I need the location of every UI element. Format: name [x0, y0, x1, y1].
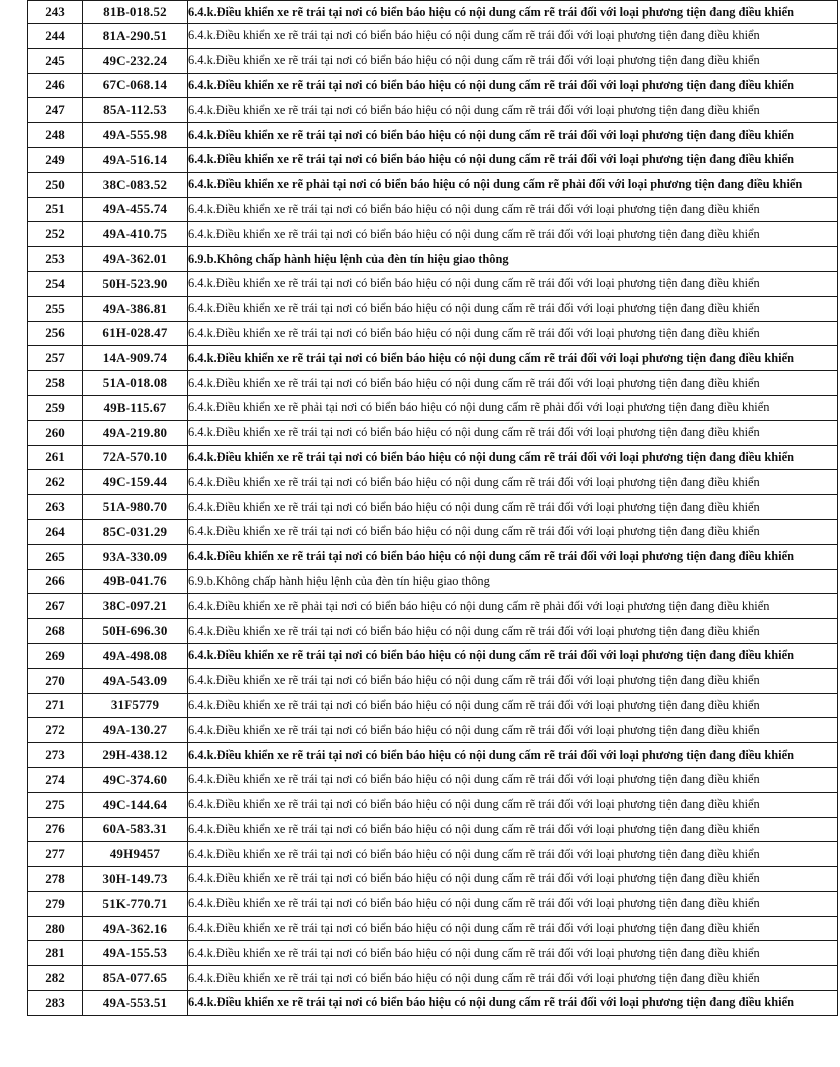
license-plate-cell: 61H-028.47 [83, 321, 188, 346]
violation-description-cell: 6.4.k.Điều khiển xe rẽ trái tại nơi có biển báo hiệu có nội dung cấm rẽ trái đối với loại phương tiện đang điều khiển [188, 693, 838, 718]
violation-description-cell: 6.4.k.Điều khiển xe rẽ trái tại nơi có biển báo hiệu có nội dung cấm rẽ trái đối với loại phương tiện đang điều khiển [188, 48, 838, 73]
license-plate-cell: 93A-330.09 [83, 544, 188, 569]
violation-description-cell: 6.4.k.Điều khiển xe rẽ trái tại nơi có biển báo hiệu có nội dung cấm rẽ trái đối với loại phương tiện đang điều khiển [188, 470, 838, 495]
row-number-cell: 255 [28, 296, 83, 321]
violation-description-cell: 6.4.k.Điều khiển xe rẽ trái tại nơi có biển báo hiệu có nội dung cấm rẽ trái đối với loại phương tiện đang điều khiển [188, 916, 838, 941]
table-row [28, 619, 838, 644]
license-plate-cell: 49B-041.76 [83, 569, 188, 594]
violation-description-cell: 6.4.k.Điều khiển xe rẽ trái tại nơi có biển báo hiệu có nội dung cấm rẽ trái đối với loại phương tiện đang điều khiển [188, 643, 838, 668]
license-plate-cell: 49C-374.60 [83, 767, 188, 792]
table-row [28, 73, 838, 98]
violation-description-cell: 6.4.k.Điều khiển xe rẽ trái tại nơi có biển báo hiệu có nội dung cấm rẽ trái đối với loại phương tiện đang điều khiển [188, 619, 838, 644]
row-number-cell: 282 [28, 966, 83, 991]
violation-description-cell: 6.4.k.Điều khiển xe rẽ trái tại nơi có biển báo hiệu có nội dung cấm rẽ trái đối với loại phương tiện đang điều khiển [188, 123, 838, 148]
license-plate-cell: 49C-159.44 [83, 470, 188, 495]
table-row [28, 867, 838, 892]
violation-description-cell: 6.4.k.Điều khiển xe rẽ trái tại nơi có biển báo hiệu có nội dung cấm rẽ trái đối với loại phương tiện đang điều khiển [188, 743, 838, 768]
table-row [28, 222, 838, 247]
table-row [28, 842, 838, 867]
table-row [28, 197, 838, 222]
license-plate-cell: 31F5779 [83, 693, 188, 718]
table-row [28, 817, 838, 842]
violation-description-cell: 6.9.b.Không chấp hành hiệu lệnh của đèn tín hiệu giao thông [188, 247, 838, 272]
violation-description-cell: 6.9.b.Không chấp hành hiệu lệnh của đèn tín hiệu giao thông [188, 569, 838, 594]
violation-description-cell: 6.4.k.Điều khiển xe rẽ trái tại nơi có biển báo hiệu có nội dung cấm rẽ trái đối với loại phương tiện đang điều khiển [188, 842, 838, 867]
license-plate-cell: 49A-362.01 [83, 247, 188, 272]
violation-description-cell: 6.4.k.Điều khiển xe rẽ trái tại nơi có biển báo hiệu có nội dung cấm rẽ trái đối với loại phương tiện đang điều khiển [188, 544, 838, 569]
table-row [28, 916, 838, 941]
table-row [28, 296, 838, 321]
violation-description-cell: 6.4.k.Điều khiển xe rẽ trái tại nơi có biển báo hiệu có nội dung cấm rẽ trái đối với loại phương tiện đang điều khiển [188, 668, 838, 693]
row-number-cell: 267 [28, 594, 83, 619]
license-plate-cell: 72A-570.10 [83, 445, 188, 470]
table-row [28, 693, 838, 718]
license-plate-cell: 49A-130.27 [83, 718, 188, 743]
table-row [28, 247, 838, 272]
row-number-cell: 251 [28, 197, 83, 222]
table-row [28, 594, 838, 619]
row-number-cell: 271 [28, 693, 83, 718]
table-row [28, 371, 838, 396]
violation-description-cell: 6.4.k.Điều khiển xe rẽ phải tại nơi có biển báo hiệu có nội dung cấm rẽ phải đối với loại phương tiện đang điều khiển [188, 395, 838, 420]
violation-description-cell: 6.4.k.Điều khiển xe rẽ trái tại nơi có biển báo hiệu có nội dung cấm rẽ trái đối với loại phương tiện đang điều khiển [188, 495, 838, 520]
violation-description-cell: 6.4.k.Điều khiển xe rẽ phải tại nơi có biển báo hiệu có nội dung cấm rẽ phải đối với loại phương tiện đang điều khiển [188, 172, 838, 197]
license-plate-cell: 50H-523.90 [83, 271, 188, 296]
row-number-cell: 250 [28, 172, 83, 197]
violation-description-cell: 6.4.k.Điều khiển xe rẽ trái tại nơi có biển báo hiệu có nội dung cấm rẽ trái đối với loại phương tiện đang điều khiển [188, 817, 838, 842]
violation-description-cell: 6.4.k.Điều khiển xe rẽ trái tại nơi có biển báo hiệu có nội dung cấm rẽ trái đối với loại phương tiện đang điều khiển [188, 321, 838, 346]
license-plate-cell: 49H9457 [83, 842, 188, 867]
license-plate-cell: 38C-083.52 [83, 172, 188, 197]
table-row [28, 569, 838, 594]
table-row [28, 470, 838, 495]
table-row [28, 966, 838, 991]
row-number-cell: 245 [28, 48, 83, 73]
table-row [28, 544, 838, 569]
row-number-cell: 257 [28, 346, 83, 371]
table-row [28, 668, 838, 693]
table-row [28, 941, 838, 966]
license-plate-cell: 49B-115.67 [83, 395, 188, 420]
row-number-cell: 260 [28, 420, 83, 445]
violation-description-cell: 6.4.k.Điều khiển xe rẽ trái tại nơi có biển báo hiệu có nội dung cấm rẽ trái đối với loại phương tiện đang điều khiển [188, 197, 838, 222]
row-number-cell: 264 [28, 519, 83, 544]
license-plate-cell: 81B-018.52 [83, 1, 188, 24]
license-plate-cell: 85C-031.29 [83, 519, 188, 544]
license-plate-cell: 49A-362.16 [83, 916, 188, 941]
license-plate-cell: 38C-097.21 [83, 594, 188, 619]
document-page [27, 0, 837, 1016]
license-plate-cell: 81A-290.51 [83, 24, 188, 49]
license-plate-cell: 85A-077.65 [83, 966, 188, 991]
license-plate-cell: 14A-909.74 [83, 346, 188, 371]
license-plate-cell: 49A-553.51 [83, 991, 188, 1016]
license-plate-cell: 51A-980.70 [83, 495, 188, 520]
table-row [28, 643, 838, 668]
table-row [28, 1, 838, 24]
row-number-cell: 275 [28, 792, 83, 817]
row-number-cell: 272 [28, 718, 83, 743]
table-row [28, 420, 838, 445]
license-plate-cell: 60A-583.31 [83, 817, 188, 842]
violation-description-cell: 6.4.k.Điều khiển xe rẽ trái tại nơi có biển báo hiệu có nội dung cấm rẽ trái đối với loại phương tiện đang điều khiển [188, 867, 838, 892]
row-number-cell: 276 [28, 817, 83, 842]
violation-description-cell: 6.4.k.Điều khiển xe rẽ trái tại nơi có biển báo hiệu có nội dung cấm rẽ trái đối với loại phương tiện đang điều khiển [188, 296, 838, 321]
row-number-cell: 265 [28, 544, 83, 569]
row-number-cell: 273 [28, 743, 83, 768]
table-row [28, 495, 838, 520]
license-plate-cell: 49A-498.08 [83, 643, 188, 668]
violations-table [27, 0, 838, 1016]
license-plate-cell: 49A-555.98 [83, 123, 188, 148]
table-row [28, 24, 838, 49]
table-row [28, 346, 838, 371]
license-plate-cell: 49A-386.81 [83, 296, 188, 321]
table-row [28, 891, 838, 916]
row-number-cell: 277 [28, 842, 83, 867]
license-plate-cell: 49A-155.53 [83, 941, 188, 966]
table-row [28, 321, 838, 346]
license-plate-cell: 85A-112.53 [83, 98, 188, 123]
license-plate-cell: 50H-696.30 [83, 619, 188, 644]
table-row [28, 519, 838, 544]
violation-description-cell: 6.4.k.Điều khiển xe rẽ trái tại nơi có biển báo hiệu có nội dung cấm rẽ trái đối với loại phương tiện đang điều khiển [188, 966, 838, 991]
row-number-cell: 280 [28, 916, 83, 941]
violations-table-body [28, 1, 838, 1016]
row-number-cell: 256 [28, 321, 83, 346]
violation-description-cell: 6.4.k.Điều khiển xe rẽ trái tại nơi có biển báo hiệu có nội dung cấm rẽ trái đối với loại phương tiện đang điều khiển [188, 445, 838, 470]
license-plate-cell: 67C-068.14 [83, 73, 188, 98]
violation-description-cell: 6.4.k.Điều khiển xe rẽ trái tại nơi có biển báo hiệu có nội dung cấm rẽ trái đối với loại phương tiện đang điều khiển [188, 371, 838, 396]
row-number-cell: 258 [28, 371, 83, 396]
table-row [28, 767, 838, 792]
violation-description-cell: 6.4.k.Điều khiển xe rẽ trái tại nơi có biển báo hiệu có nội dung cấm rẽ trái đối với loại phương tiện đang điều khiển [188, 941, 838, 966]
row-number-cell: 263 [28, 495, 83, 520]
license-plate-cell: 49A-516.14 [83, 147, 188, 172]
violation-description-cell: 6.4.k.Điều khiển xe rẽ trái tại nơi có biển báo hiệu có nội dung cấm rẽ trái đối với loại phương tiện đang điều khiển [188, 1, 838, 24]
table-row [28, 445, 838, 470]
violation-description-cell: 6.4.k.Điều khiển xe rẽ phải tại nơi có biển báo hiệu có nội dung cấm rẽ phải đối với loại phương tiện đang điều khiển [188, 594, 838, 619]
row-number-cell: 281 [28, 941, 83, 966]
row-number-cell: 278 [28, 867, 83, 892]
row-number-cell: 274 [28, 767, 83, 792]
violation-description-cell: 6.4.k.Điều khiển xe rẽ trái tại nơi có biển báo hiệu có nội dung cấm rẽ trái đối với loại phương tiện đang điều khiển [188, 991, 838, 1016]
row-number-cell: 246 [28, 73, 83, 98]
row-number-cell: 269 [28, 643, 83, 668]
license-plate-cell: 49C-144.64 [83, 792, 188, 817]
violation-description-cell: 6.4.k.Điều khiển xe rẽ trái tại nơi có biển báo hiệu có nội dung cấm rẽ trái đối với loại phương tiện đang điều khiển [188, 346, 838, 371]
row-number-cell: 248 [28, 123, 83, 148]
license-plate-cell: 29H-438.12 [83, 743, 188, 768]
table-row [28, 123, 838, 148]
row-number-cell: 253 [28, 247, 83, 272]
license-plate-cell: 49A-543.09 [83, 668, 188, 693]
violation-description-cell: 6.4.k.Điều khiển xe rẽ trái tại nơi có biển báo hiệu có nội dung cấm rẽ trái đối với loại phương tiện đang điều khiển [188, 767, 838, 792]
table-row [28, 172, 838, 197]
table-row [28, 271, 838, 296]
table-row [28, 991, 838, 1016]
table-row [28, 718, 838, 743]
table-row [28, 743, 838, 768]
violation-description-cell: 6.4.k.Điều khiển xe rẽ trái tại nơi có biển báo hiệu có nội dung cấm rẽ trái đối với loại phương tiện đang điều khiển [188, 98, 838, 123]
license-plate-cell: 51A-018.08 [83, 371, 188, 396]
table-row [28, 792, 838, 817]
row-number-cell: 262 [28, 470, 83, 495]
violation-description-cell: 6.4.k.Điều khiển xe rẽ trái tại nơi có biển báo hiệu có nội dung cấm rẽ trái đối với loại phương tiện đang điều khiển [188, 792, 838, 817]
license-plate-cell: 49A-455.74 [83, 197, 188, 222]
row-number-cell: 259 [28, 395, 83, 420]
row-number-cell: 247 [28, 98, 83, 123]
table-row [28, 48, 838, 73]
row-number-cell: 249 [28, 147, 83, 172]
license-plate-cell: 49A-219.80 [83, 420, 188, 445]
row-number-cell: 279 [28, 891, 83, 916]
row-number-cell: 254 [28, 271, 83, 296]
violation-description-cell: 6.4.k.Điều khiển xe rẽ trái tại nơi có biển báo hiệu có nội dung cấm rẽ trái đối với loại phương tiện đang điều khiển [188, 519, 838, 544]
table-row [28, 147, 838, 172]
violation-description-cell: 6.4.k.Điều khiển xe rẽ trái tại nơi có biển báo hiệu có nội dung cấm rẽ trái đối với loại phương tiện đang điều khiển [188, 891, 838, 916]
license-plate-cell: 30H-149.73 [83, 867, 188, 892]
license-plate-cell: 51K-770.71 [83, 891, 188, 916]
table-row [28, 98, 838, 123]
row-number-cell: 268 [28, 619, 83, 644]
license-plate-cell: 49C-232.24 [83, 48, 188, 73]
row-number-cell: 244 [28, 24, 83, 49]
license-plate-cell: 49A-410.75 [83, 222, 188, 247]
violation-description-cell: 6.4.k.Điều khiển xe rẽ trái tại nơi có biển báo hiệu có nội dung cấm rẽ trái đối với loại phương tiện đang điều khiển [188, 718, 838, 743]
table-row [28, 395, 838, 420]
violation-description-cell: 6.4.k.Điều khiển xe rẽ trái tại nơi có biển báo hiệu có nội dung cấm rẽ trái đối với loại phương tiện đang điều khiển [188, 222, 838, 247]
row-number-cell: 270 [28, 668, 83, 693]
row-number-cell: 243 [28, 1, 83, 24]
violation-description-cell: 6.4.k.Điều khiển xe rẽ trái tại nơi có biển báo hiệu có nội dung cấm rẽ trái đối với loại phương tiện đang điều khiển [188, 24, 838, 49]
row-number-cell: 252 [28, 222, 83, 247]
row-number-cell: 261 [28, 445, 83, 470]
violation-description-cell: 6.4.k.Điều khiển xe rẽ trái tại nơi có biển báo hiệu có nội dung cấm rẽ trái đối với loại phương tiện đang điều khiển [188, 271, 838, 296]
violation-description-cell: 6.4.k.Điều khiển xe rẽ trái tại nơi có biển báo hiệu có nội dung cấm rẽ trái đối với loại phương tiện đang điều khiển [188, 147, 838, 172]
violation-description-cell: 6.4.k.Điều khiển xe rẽ trái tại nơi có biển báo hiệu có nội dung cấm rẽ trái đối với loại phương tiện đang điều khiển [188, 420, 838, 445]
row-number-cell: 283 [28, 991, 83, 1016]
violation-description-cell: 6.4.k.Điều khiển xe rẽ trái tại nơi có biển báo hiệu có nội dung cấm rẽ trái đối với loại phương tiện đang điều khiển [188, 73, 838, 98]
row-number-cell: 266 [28, 569, 83, 594]
